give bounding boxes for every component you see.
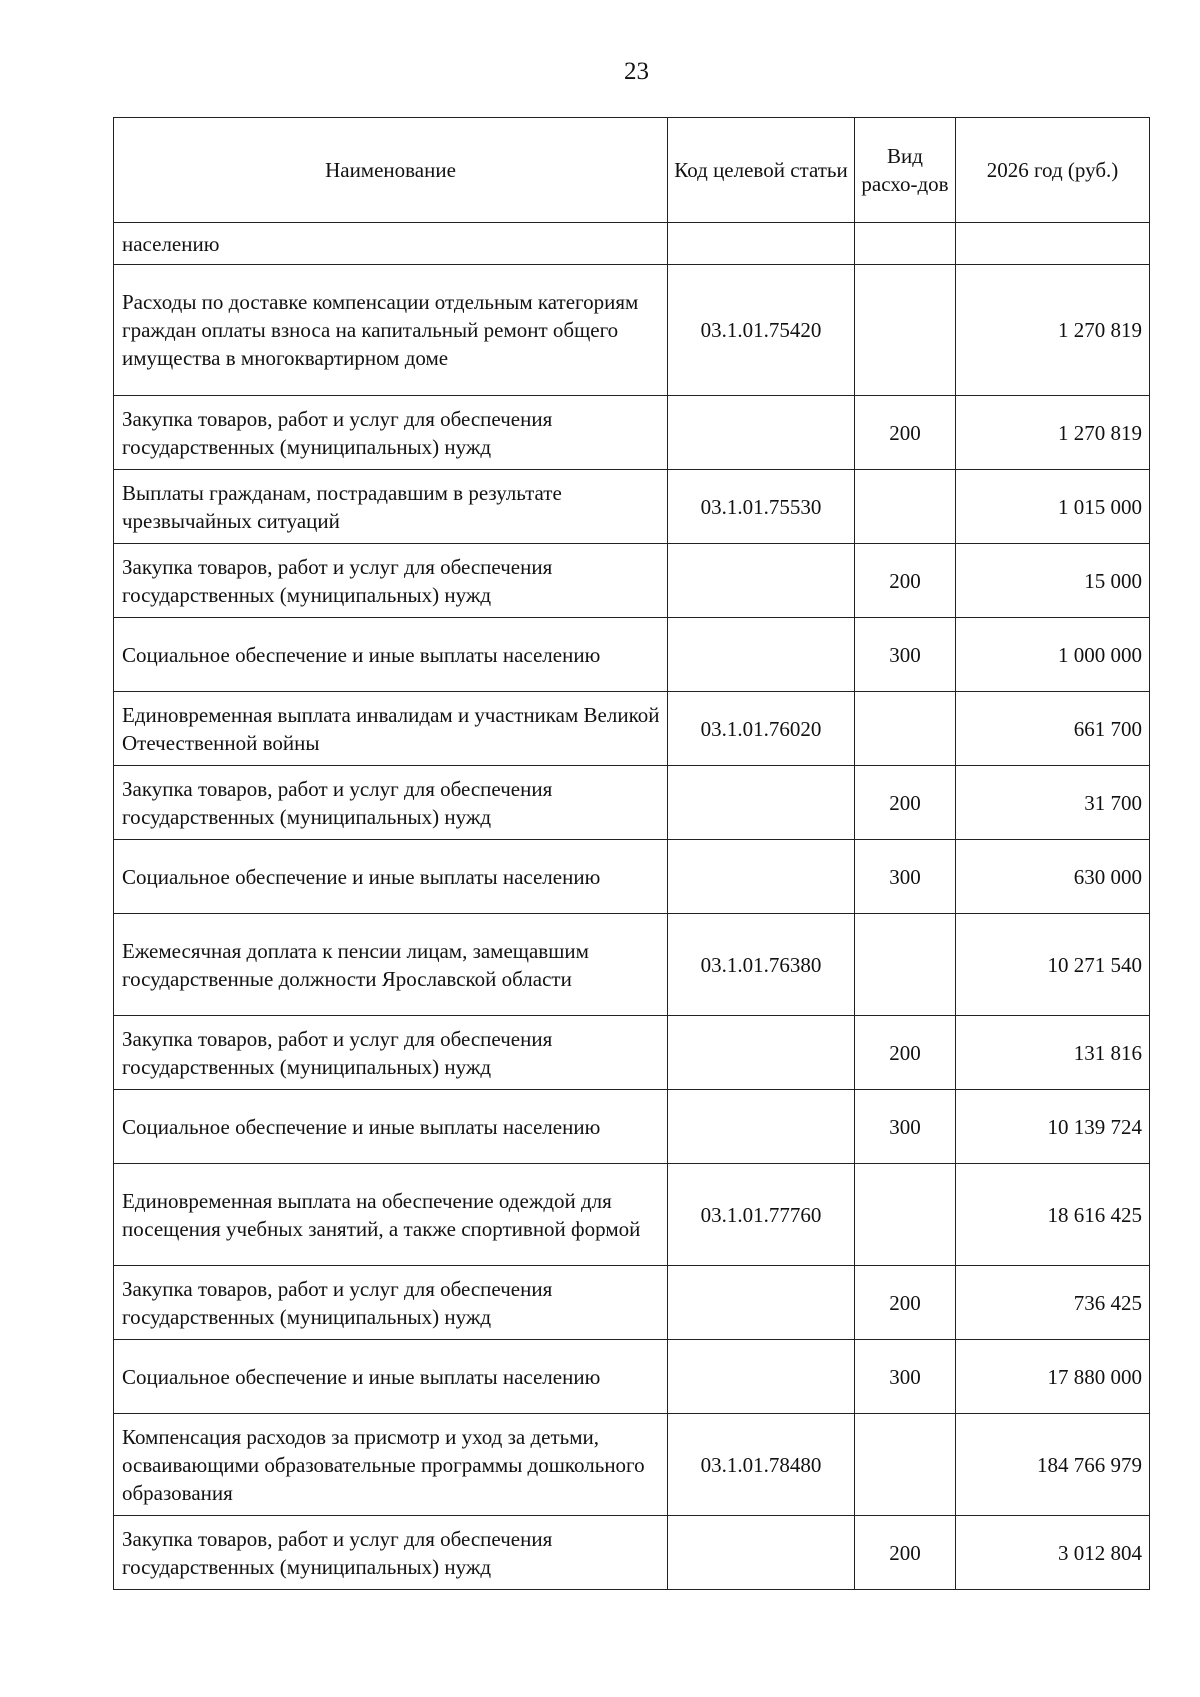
row-code (668, 1016, 855, 1090)
row-kind: 300 (855, 618, 956, 692)
row-name: Компенсация расходов за присмотр и уход за детьми, осваивающими образовательные программы дошкольного образования (114, 1414, 668, 1516)
row-name: Закупка товаров, работ и услуг для обеспечения государственных (муниципальных) нужд (114, 1516, 668, 1590)
row-kind (855, 692, 956, 766)
row-kind: 200 (855, 396, 956, 470)
table-row (114, 1016, 1150, 1090)
table-row (114, 914, 1150, 1016)
table-row (114, 1340, 1150, 1414)
row-kind: 200 (855, 1016, 956, 1090)
row-name: Ежемесячная доплата к пенсии лицам, замещавшим государственные должности Ярославской области (114, 914, 668, 1016)
row-amount: 630 000 (956, 840, 1150, 914)
row-kind: 300 (855, 1340, 956, 1414)
page-number: 23 (624, 58, 649, 85)
table-row (114, 692, 1150, 766)
table-row (114, 265, 1150, 396)
table-header (114, 118, 1150, 223)
row-kind: 200 (855, 1266, 956, 1340)
row-code: 03.1.01.76020 (668, 692, 855, 766)
row-amount: 184 766 979 (956, 1414, 1150, 1516)
row-amount: 10 139 724 (956, 1090, 1150, 1164)
row-amount: 1 270 819 (956, 396, 1150, 470)
row-amount: 18 616 425 (956, 1164, 1150, 1266)
row-amount: 1 000 000 (956, 618, 1150, 692)
row-amount: 3 012 804 (956, 1516, 1150, 1590)
row-kind (855, 914, 956, 1016)
table-row (114, 223, 1150, 265)
row-kind: 200 (855, 1516, 956, 1590)
row-name: Закупка товаров, работ и услуг для обеспечения государственных (муниципальных) нужд (114, 766, 668, 840)
table-row (114, 840, 1150, 914)
table-row (114, 766, 1150, 840)
budget-table (113, 117, 1150, 1590)
row-name: Закупка товаров, работ и услуг для обеспечения государственных (муниципальных) нужд (114, 396, 668, 470)
row-code (668, 544, 855, 618)
row-name: Закупка товаров, работ и услуг для обеспечения государственных (муниципальных) нужд (114, 1016, 668, 1090)
row-name: Социальное обеспечение и иные выплаты населению (114, 618, 668, 692)
table-row (114, 618, 1150, 692)
row-amount: 661 700 (956, 692, 1150, 766)
row-code: 03.1.01.75420 (668, 265, 855, 396)
table-row (114, 1266, 1150, 1340)
row-name: Социальное обеспечение и иные выплаты населению (114, 840, 668, 914)
table-row (114, 1164, 1150, 1266)
row-amount: 736 425 (956, 1266, 1150, 1340)
table-row (114, 470, 1150, 544)
row-kind (855, 265, 956, 396)
row-amount: 10 271 540 (956, 914, 1150, 1016)
row-code: 03.1.01.77760 (668, 1164, 855, 1266)
row-code: 03.1.01.75530 (668, 470, 855, 544)
row-kind (855, 1414, 956, 1516)
row-code (668, 1516, 855, 1590)
row-name: населению (114, 223, 668, 265)
header-kind: Вид расхо-дов (855, 118, 956, 223)
row-name: Расходы по доставке компенсации отдельным категориям граждан оплаты взноса на капитальный ремонт общего имущества в многоквартирном доме (114, 265, 668, 396)
row-amount: 31 700 (956, 766, 1150, 840)
row-amount: 1 015 000 (956, 470, 1150, 544)
row-name: Единовременная выплата инвалидам и участникам Великой Отечественной войны (114, 692, 668, 766)
table-row (114, 544, 1150, 618)
row-amount: 17 880 000 (956, 1340, 1150, 1414)
row-code (668, 1340, 855, 1414)
row-name: Закупка товаров, работ и услуг для обеспечения государственных (муниципальных) нужд (114, 544, 668, 618)
row-kind: 300 (855, 1090, 956, 1164)
table-row (114, 1516, 1150, 1590)
row-amount: 131 816 (956, 1016, 1150, 1090)
row-name: Социальное обеспечение и иные выплаты населению (114, 1090, 668, 1164)
row-code (668, 840, 855, 914)
row-code (668, 1090, 855, 1164)
row-code (668, 618, 855, 692)
header-amount: 2026 год (руб.) (956, 118, 1150, 223)
row-name: Единовременная выплата на обеспечение одеждой для посещения учебных занятий, а также спортивной формой (114, 1164, 668, 1266)
row-code (668, 766, 855, 840)
row-name: Выплаты гражданам, пострадавшим в результате чрезвычайных ситуаций (114, 470, 668, 544)
row-code: 03.1.01.78480 (668, 1414, 855, 1516)
row-amount (956, 223, 1150, 265)
row-kind: 200 (855, 544, 956, 618)
table-body (114, 223, 1150, 1590)
row-name: Закупка товаров, работ и услуг для обеспечения государственных (муниципальных) нужд (114, 1266, 668, 1340)
row-amount: 1 270 819 (956, 265, 1150, 396)
table-row (114, 1414, 1150, 1516)
row-kind (855, 470, 956, 544)
table-row (114, 1090, 1150, 1164)
row-name: Социальное обеспечение и иные выплаты населению (114, 1340, 668, 1414)
header-code: Код целевой статьи (668, 118, 855, 223)
header-name: Наименование (114, 118, 668, 223)
row-kind: 300 (855, 840, 956, 914)
table-row (114, 396, 1150, 470)
row-code (668, 396, 855, 470)
row-kind (855, 223, 956, 265)
row-kind: 200 (855, 766, 956, 840)
row-code (668, 223, 855, 265)
row-amount: 15 000 (956, 544, 1150, 618)
row-code: 03.1.01.76380 (668, 914, 855, 1016)
row-kind (855, 1164, 956, 1266)
row-code (668, 1266, 855, 1340)
